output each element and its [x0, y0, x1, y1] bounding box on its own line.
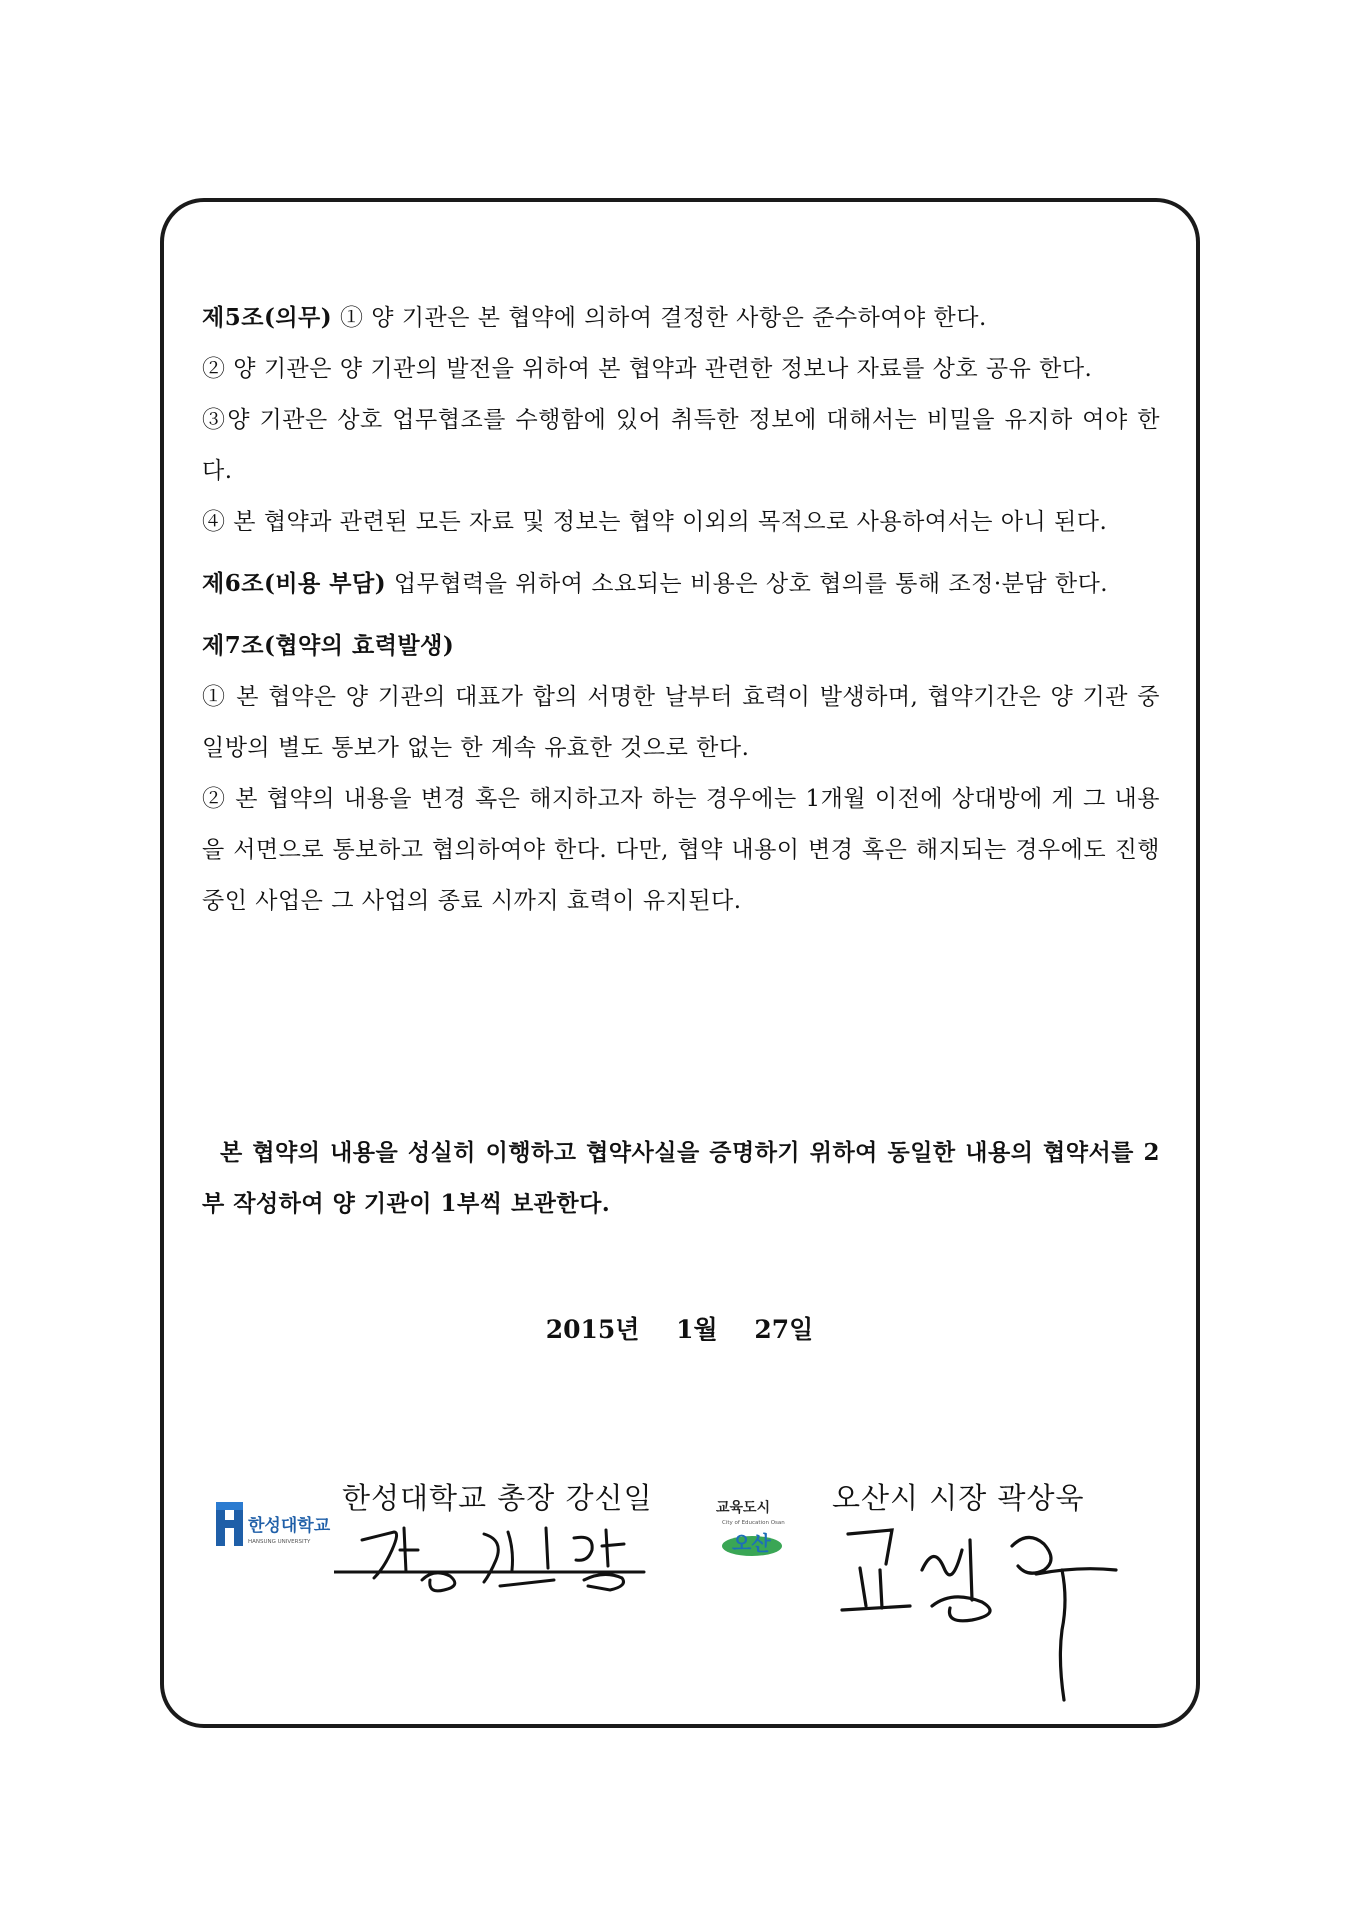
closing-statement: [202, 1127, 1160, 1229]
article-6-text: 업무협력을 위하여 소요되는 비용은 상호 협의를 통해 조정·분담 한다.: [393, 571, 1109, 597]
signatory-hansung: [214, 1470, 674, 1690]
signatory-osan-title: 오산시 시장 곽상욱: [832, 1481, 1085, 1515]
svg-text:City of Education Osan: City of Education Osan: [722, 1520, 785, 1526]
signature-hansung: [334, 1510, 654, 1600]
hansung-university-logo: [214, 1496, 334, 1560]
article-5-clause-1: ① 양 기관은 본 협약에 의하여 결정한 사항은 준수하여야 한다.: [339, 305, 987, 331]
article-5-clause-3: ③양 기관은 상호 업무협조를 수행함에 있어 취득한 정보에 대해서는 비밀을 유지하 여야 한다.: [202, 407, 1160, 484]
svg-text:오산: 오산: [732, 1531, 771, 1555]
signatory-osan: [712, 1470, 1152, 1730]
signatory-hansung-title: 한성대학교 총장 강신일: [342, 1481, 653, 1515]
article-7-clause-1: ① 본 협약은 양 기관의 대표가 합의 서명한 날부터 효력이 발생하며, 협약기간은 양 기관 중 일방의 별도 통보가 없는 한 계속 유효한 것으로 한다.: [202, 684, 1160, 761]
article-7-title: 제7조(협약의 효력발생): [202, 632, 455, 659]
article-5-title: 제5조(의무): [202, 304, 333, 331]
article-7-title-line: [202, 620, 1160, 672]
osan-city-logo: [712, 1490, 822, 1580]
closing-text: 본 협약의 내용을 성실히 이행하고 협약사실을 증명하기 위하여 동일한 내용의 협약서를 2부 작성하여 양 기관이 1부씩 보관한다.: [202, 1139, 1160, 1217]
svg-text:교육도시: 교육도시: [716, 1500, 771, 1516]
signature-osan: [832, 1510, 1132, 1720]
article-5-clause-2: ② 양 기관은 양 기관의 발전을 위하여 본 협약과 관련한 정보나 자료를 상호 공유 한다.: [202, 356, 1093, 382]
article-5-clause-4: ④ 본 협약과 관련된 모든 자료 및 정보는 협약 이외의 목적으로 사용하여서는 아니 된다.: [202, 509, 1108, 535]
articles-body: [202, 292, 1160, 927]
article-6: [202, 558, 1160, 610]
article-6-title: 제6조(비용 부담): [202, 570, 387, 597]
svg-text:HANSUNG UNIVERSITY: HANSUNG UNIVERSITY: [248, 1539, 311, 1545]
article-7-clause-2: ② 본 협약의 내용을 변경 혹은 해지하고자 하는 경우에는 1개월 이전에 상대방에 게 그 내용을 서면으로 통보하고 협의하여야 한다. 다만, 협약 내용이 변경 혹은 해지되는 경우에도 진행 중인 사업은 그 사업의 종료 시까지 효력이 유지된다.: [202, 786, 1160, 914]
article-5-first-line: [202, 292, 1160, 344]
svg-text:한성대학교: 한성대학교: [248, 1516, 331, 1536]
signing-date: 2015년 1월 27일: [545, 1315, 814, 1344]
